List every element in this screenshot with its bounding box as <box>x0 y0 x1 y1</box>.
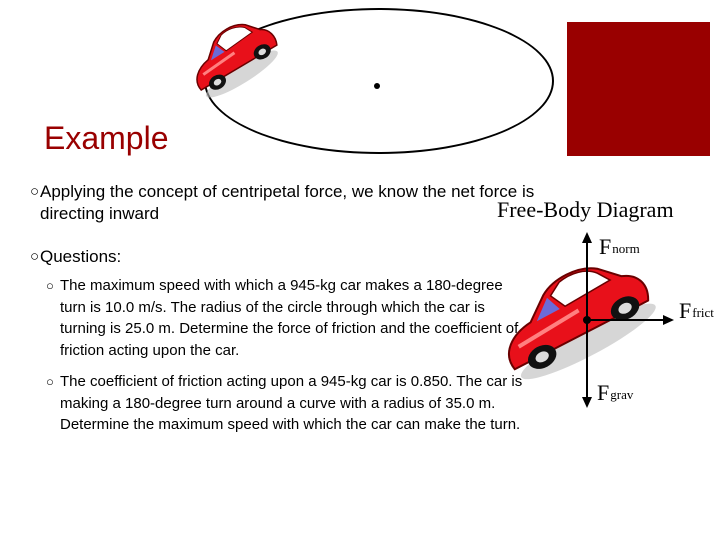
label-main: F <box>679 298 692 323</box>
bullet-ring-icon: ○ <box>30 248 40 265</box>
label-subscript: grav <box>610 387 634 402</box>
friction-force-arrowhead <box>663 315 674 325</box>
normal-force-label <box>599 234 639 260</box>
label-subscript: frict <box>692 305 714 320</box>
sub-bullet-ring-icon: ○ <box>46 374 54 389</box>
sub-bullet-question-2 <box>46 371 530 436</box>
normal-force-arrowhead <box>582 232 592 243</box>
gravity-force-label <box>597 380 632 406</box>
bullet-text: Applying the concept of centripetal force, we know the net force is directing inward <box>40 182 535 223</box>
gravity-force-arrowhead <box>582 397 592 408</box>
accent-block <box>567 22 710 156</box>
sub-bullet-text: The coefficient of friction acting upon a 945-kg car is 0.850. The car is making a 180-degree turn around a curve with a radius of 35.0 m. Determine the maximum speed with which the car can make the turn. <box>60 373 523 433</box>
sub-bullet-text: The maximum speed with which a 945-kg car makes a 180-degree turn is 10.0 m/s. The radius of the circle through which the car is turning is 25.0 m. Determine the force of friction and the coefficient of friction acting upon the car. <box>60 277 519 359</box>
slide-title: Example <box>44 120 169 156</box>
label-main: F <box>599 234 612 259</box>
sub-bullet-ring-icon: ○ <box>46 278 54 293</box>
bullet-centripetal-concept <box>30 181 540 225</box>
bullet-ring-icon: ○ <box>30 183 40 200</box>
label-main: F <box>597 380 610 405</box>
friction-force-label <box>679 298 713 324</box>
bullet-text: Questions: <box>40 247 122 266</box>
center-dot-icon <box>374 83 380 89</box>
label-subscript: norm <box>612 241 640 256</box>
sub-bullet-question-1 <box>46 275 530 361</box>
small-red-car-icon <box>180 18 290 108</box>
free-body-diagram-title: Free-Body Diagram <box>497 197 674 222</box>
force-origin-dot <box>583 316 591 324</box>
bullet-questions <box>30 246 340 268</box>
